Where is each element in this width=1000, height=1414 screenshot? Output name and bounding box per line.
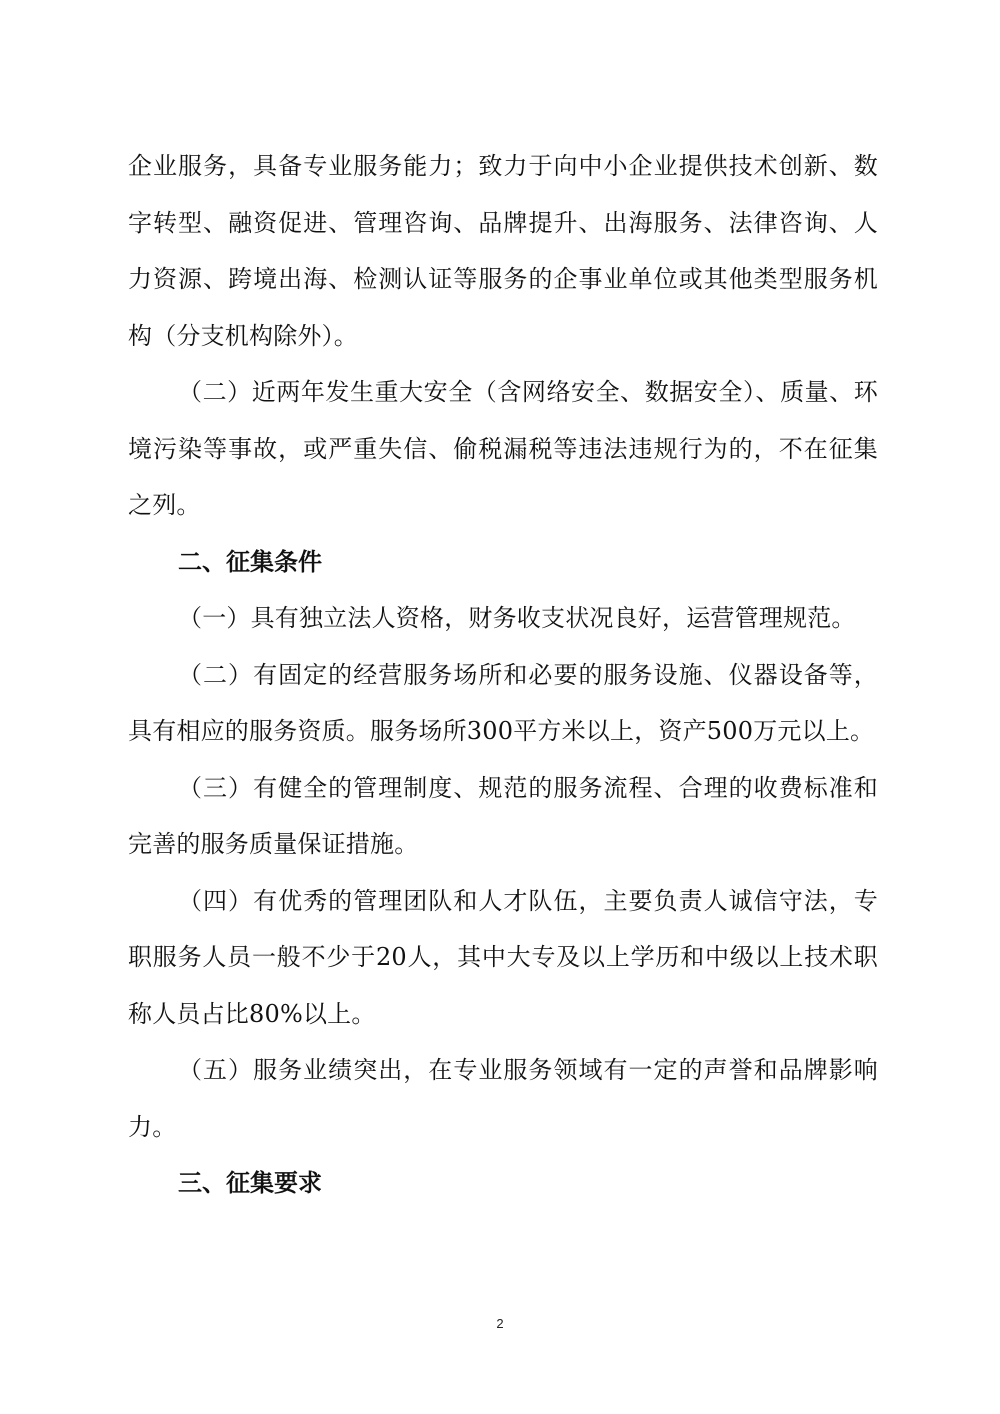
page-number: 2 (496, 1316, 504, 1331)
document-body (128, 138, 878, 1212)
paragraph-condition-4: （四）有优秀的管理团队和人才队伍，主要负责人诚信守法，专职服务人员一般不少于20人，其中大专及以上学历和中级以上技术职称人员占比80%以上。 (128, 886, 878, 1028)
section-heading-conditions: 二、征集条件 (178, 547, 322, 576)
paragraph-exclusion-clause: （二）近两年发生重大安全（含网络安全、数据安全）、质量、环境污染等事故，或严重失信、偷税漏税等违法违规行为的，不在征集之列。 (128, 378, 878, 519)
paragraph-service-scope: 企业服务，具备专业服务能力；致力于向中小企业提供技术创新、数字转型、融资促进、管理咨询、品牌提升、出海服务、法律咨询、人力资源、跨境出海、检测认证等服务的企事业单位或其他类型服务机构（分支机构除外）。 (128, 152, 878, 350)
paragraph-condition-2: （二）有固定的经营服务场所和必要的服务设施、仪器设备等，具有相应的服务资质。服务场所300平方米以上，资产500万元以上。 (128, 660, 878, 745)
paragraph-condition-5: （五）服务业绩突出，在专业服务领域有一定的声誉和品牌影响力。 (128, 1056, 878, 1141)
paragraph-condition-3: （三）有健全的管理制度、规范的服务流程、合理的收费标准和完善的服务质量保证措施。 (128, 773, 878, 858)
paragraph-condition-1: （一）具有独立法人资格，财务收支状况良好，运营管理规范。 (178, 604, 856, 632)
section-heading-requirements: 三、征集要求 (178, 1169, 322, 1197)
